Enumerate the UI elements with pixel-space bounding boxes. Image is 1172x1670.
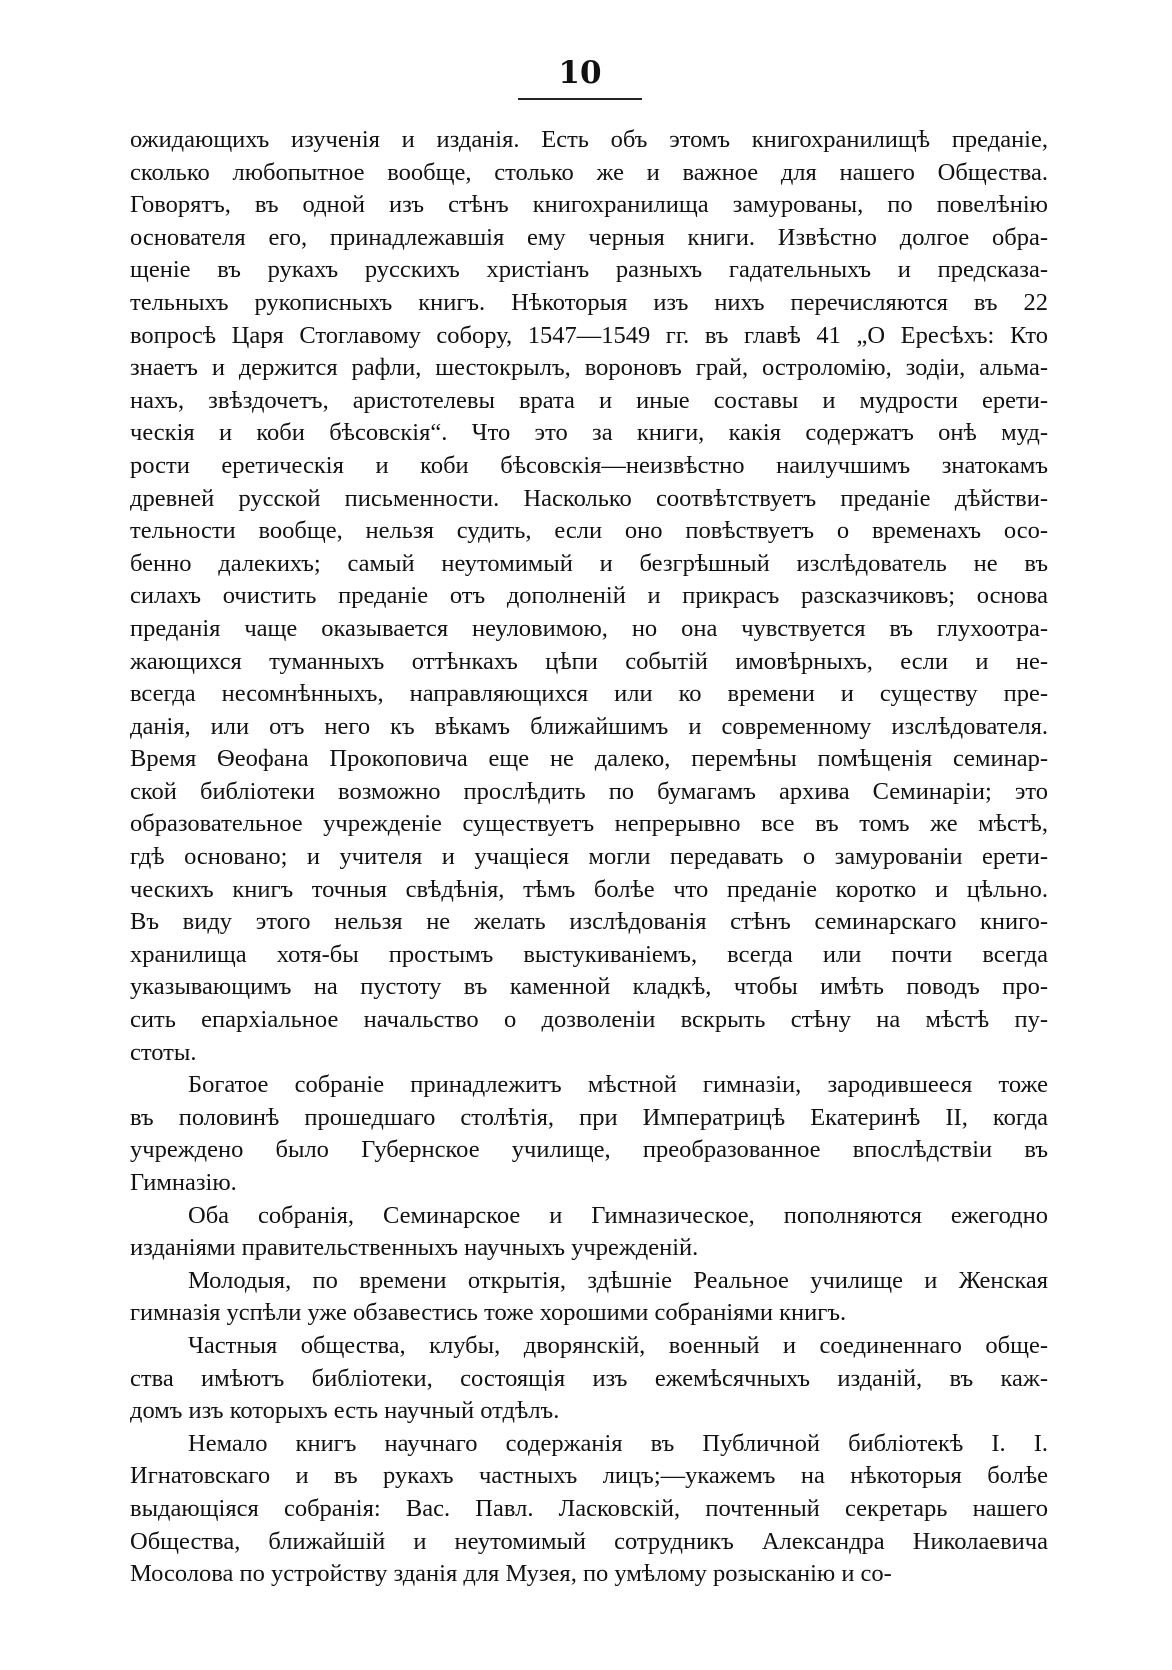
text-line: хранилища хотя-бы простымъ выстукиваніемъ, всегда или почти всегда bbox=[130, 940, 1048, 968]
text-line: Общества, ближайшій и неутомимый сотрудникъ Александра Николаевича bbox=[130, 1527, 1048, 1555]
text-line: всегда несомнѣнныхъ, направляющихся или ко времени и существу пре- bbox=[130, 680, 1048, 708]
text-line: изданіями правительственныхъ научныхъ учрежденій. bbox=[130, 1234, 699, 1262]
text-line: учреждено было Губернское училище, преобразованное впослѣдствіи въ bbox=[130, 1136, 1048, 1164]
text-line: бенно далекихъ; самый неутомимый и безгрѣшный изслѣдователь не въ bbox=[130, 549, 1048, 577]
text-line: силахъ очистить преданіе отъ дополненій и прикрасъ разсказчиковъ; основа bbox=[130, 582, 1048, 610]
text-line: домъ изъ которыхъ есть научный отдѣлъ. bbox=[130, 1397, 560, 1425]
text-line: тельныхъ рукописныхъ книгъ. Нѣкоторыя изъ нихъ перечисляются въ 22 bbox=[130, 288, 1048, 316]
text-line: указывающимъ на пустоту въ каменной кладкѣ, чтобы имѣть поводъ про- bbox=[130, 973, 1048, 1001]
text-line: щеніе въ рукахъ русскихъ христіанъ разныхъ гадательныхъ и предсказа- bbox=[130, 256, 1048, 284]
text-line: гдѣ основано; и учителя и учащіеся могли передавать о замурованіи ерети- bbox=[130, 843, 1048, 871]
text-line: данія, или отъ него къ вѣкамъ ближайшимъ и современному изслѣдователя. bbox=[130, 712, 1048, 740]
text-line: знаетъ и держится рафли, шестокрылъ, вороновъ грай, остроломію, зодіи, альма- bbox=[130, 354, 1048, 382]
text-line: основателя его, принадлежавшія ему черныя книги. Извѣстно долгое обра- bbox=[130, 223, 1048, 251]
text-line: вопросѣ Царя Стоглавому собору, 1547—1549 гг. въ главѣ 41 „О Ересѣхъ: Кто bbox=[130, 321, 1048, 349]
text-line: ческихъ книгъ точныя свѣдѣнія, тѣмъ болѣе что преданіе коротко и цѣльно. bbox=[130, 875, 1048, 903]
text-line: Мосолова по устройству зданія для Музея, по умѣлому розысканію и со- bbox=[130, 1560, 892, 1588]
paragraph bbox=[130, 1330, 1048, 1428]
text-line: выдающіяся собранія: Вас. Павл. Ласковскій, почтенный секретарь нашего bbox=[130, 1494, 1048, 1522]
text-line: Немало книгъ научнаго содержанія въ Публичной библіотекѣ І. І. bbox=[188, 1429, 1048, 1457]
text-line: сить епархіальное начальство о дозволеніи вскрыть стѣну на мѣстѣ пу- bbox=[130, 1006, 1048, 1034]
text-line: гимназія успѣли уже обзавестись тоже хорошими собраніями книгъ. bbox=[130, 1299, 847, 1327]
text-line: Игнатовскаго и въ рукахъ частныхъ лицъ;—укажемъ на нѣкоторыя болѣе bbox=[130, 1462, 1048, 1490]
text-line: древней русской письменности. Насколько соотвѣтствуетъ преданіе дѣйстви- bbox=[130, 484, 1048, 512]
text-line: въ половинѣ прошедшаго столѣтія, при Императрицѣ Екатеринѣ II, когда bbox=[130, 1103, 1048, 1131]
text-line: ческія и коби бѣсовскія“. Что это за книги, какія содержатъ онѣ муд- bbox=[130, 419, 1048, 447]
text-line: стоты. bbox=[130, 1038, 197, 1066]
text-line: преданія чаще оказывается неуловимою, но она чувствуется въ глухоотра- bbox=[130, 614, 1048, 642]
text-line: Богатое собраніе принадлежитъ мѣстной гимназіи, зародившееся тоже bbox=[188, 1071, 1048, 1099]
text-line: Говорятъ, въ одной изъ стѣнъ книгохранилища замурованы, по повелѣнію bbox=[130, 191, 1048, 219]
page-number-rule bbox=[518, 98, 642, 100]
text-line: образовательное учрежденіе существуетъ непрерывно все въ томъ же мѣстѣ, bbox=[130, 810, 1048, 838]
body-text bbox=[130, 124, 1048, 1591]
text-line: ожидающихъ изученія и изданія. Есть объ этомъ книгохранилищѣ преданіе, bbox=[130, 126, 1048, 153]
text-line: ства имѣютъ библіотеки, состоящія изъ ежемѣсячныхъ изданій, въ каж- bbox=[130, 1364, 1048, 1392]
text-line: сколько любопытное вообще, столько же и важное для нашего Общества. bbox=[130, 158, 1048, 186]
text-line: нахъ, звѣздочетъ, аристотелевы врата и иные составы и мудрости ерети- bbox=[130, 386, 1048, 414]
paragraph bbox=[130, 124, 1048, 1069]
text-line: Частныя общества, клубы, дворянскій, военный и соединеннаго обще- bbox=[188, 1331, 1048, 1359]
text-line: рости еретическія и коби бѣсовскія—неизвѣстно наилучшимъ знатокамъ bbox=[130, 451, 1048, 479]
text-line: Время Ѳеофана Прокоповича еще не далеко, перемѣны помѣщенія семинар- bbox=[130, 745, 1048, 773]
text-line: тельности вообще, нельзя судить, если оно повѣствуетъ о временахъ осо- bbox=[130, 517, 1048, 545]
paragraph bbox=[130, 1200, 1048, 1265]
text-line: Молодыя, по времени открытія, здѣшніе Реальное училище и Женская bbox=[188, 1266, 1048, 1294]
text-line: ской библіотеки возможно прослѣдить по бумагамъ архива Семинаріи; это bbox=[130, 777, 1048, 805]
paragraph bbox=[130, 1069, 1048, 1199]
paragraph bbox=[130, 1265, 1048, 1330]
text-line: Въ виду этого нельзя не желать изслѣдованія стѣнъ семинарскаго книго- bbox=[130, 908, 1048, 936]
page-number: 10 bbox=[558, 55, 602, 91]
paragraph bbox=[130, 1428, 1048, 1591]
text-line: жающихся туманныхъ оттѣнкахъ цѣпи событій имовѣрныхъ, если и не- bbox=[130, 647, 1048, 675]
text-line: Гимназію. bbox=[130, 1169, 237, 1196]
text-line: Оба собранія, Семинарское и Гимназическое, пополняются ежегодно bbox=[188, 1201, 1048, 1229]
